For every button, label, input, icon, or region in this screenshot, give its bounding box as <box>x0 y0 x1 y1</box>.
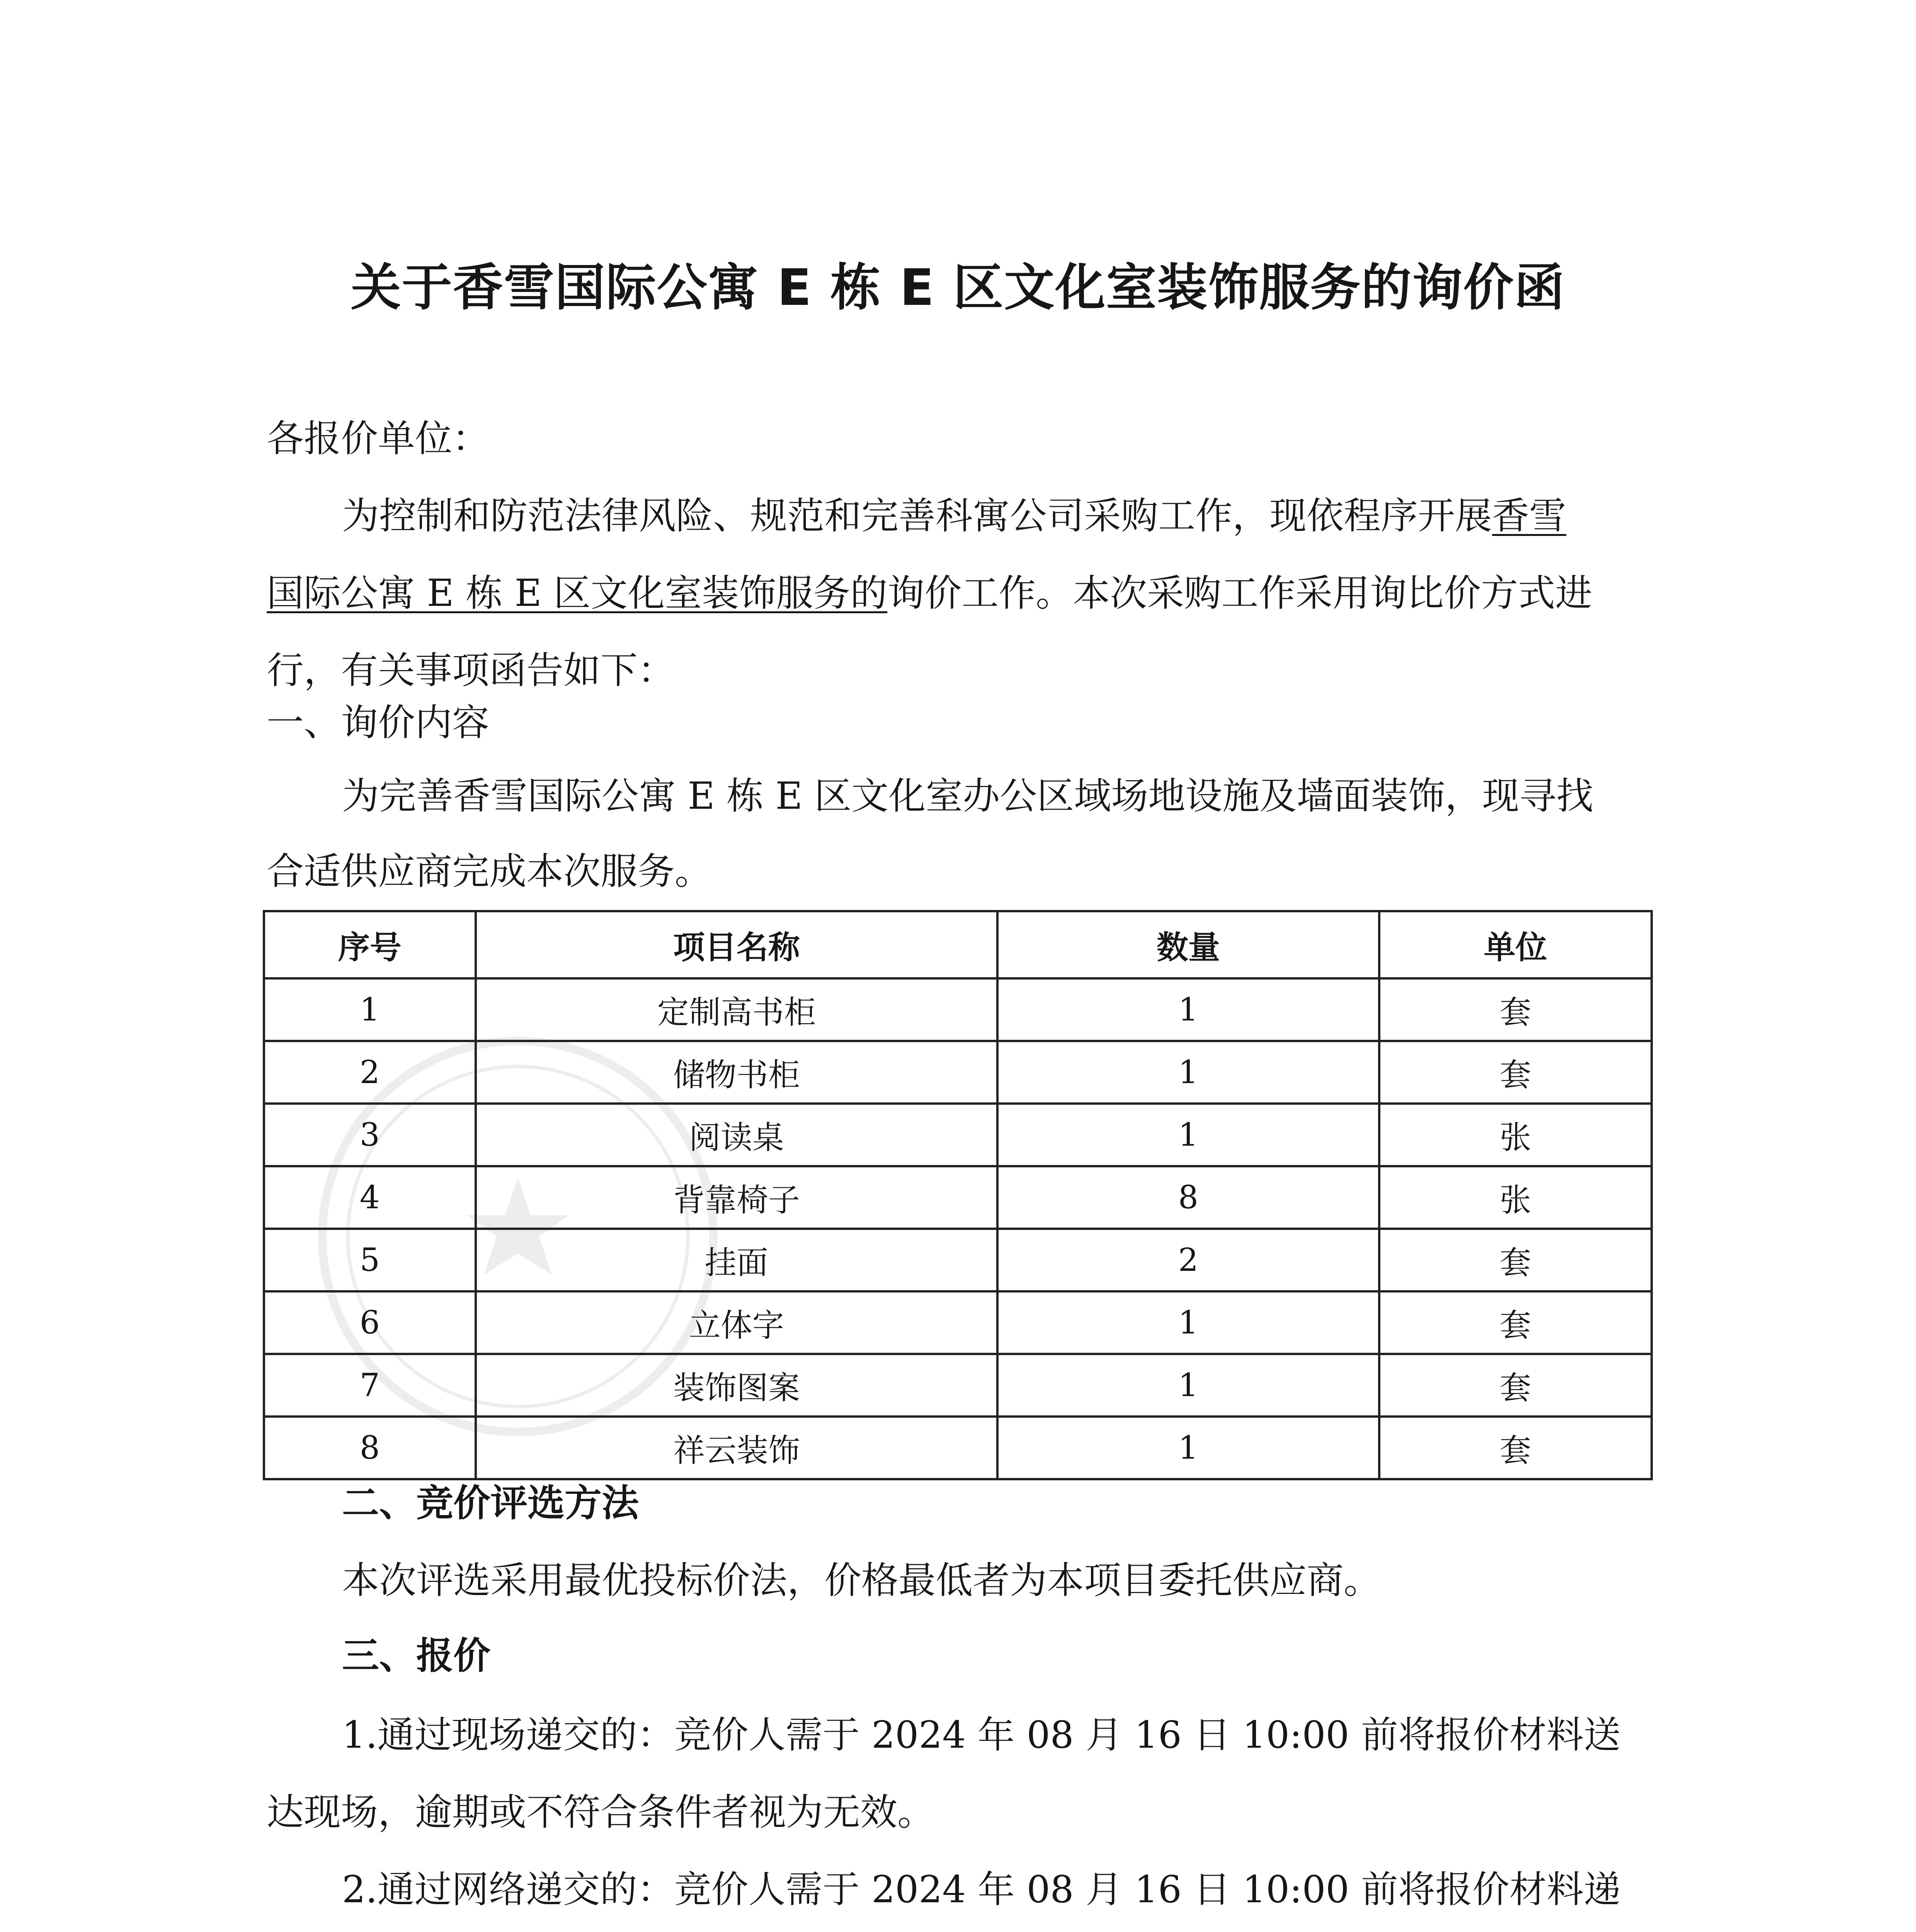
table-cell: 储物书柜 <box>476 1041 997 1104</box>
section-2-text: 本次评选采用最优投标价法，价格最低者为本项目委托供应商。 <box>342 1559 1381 1602</box>
table-row <box>264 1417 1652 1479</box>
section-3-heading: 三、报价 <box>342 1634 490 1677</box>
table-cell: 1 <box>997 1104 1379 1166</box>
page-title: 关于香雪国际公寓 E 栋 E 区文化室装饰服务的询价函 <box>351 258 1565 317</box>
table-row <box>264 1104 1652 1166</box>
table-row <box>264 1354 1652 1417</box>
table-cell: 套 <box>1379 1041 1652 1104</box>
section-3-item-2-line-1: 2.通过网络递交的：竞价人需于 2024 年 08 月 16 日 10:00 前将报价材料递 <box>342 1868 1621 1911</box>
table-cell: 套 <box>1379 978 1652 1041</box>
table-header-quantity: 数量 <box>997 911 1379 978</box>
table-cell: 1 <box>997 1041 1379 1104</box>
table-cell: 3 <box>264 1104 476 1166</box>
section-1-heading: 一、询价内容 <box>267 701 489 744</box>
table-cell: 装饰图案 <box>476 1354 997 1417</box>
table-header-index: 序号 <box>264 911 476 978</box>
table-cell: 挂面 <box>476 1229 997 1291</box>
section-2-heading: 二、竞价评选方法 <box>342 1481 639 1525</box>
intro-line-1 <box>342 493 1566 539</box>
inquiry-table <box>263 910 1653 1480</box>
section-1-para-line-2: 合适供应商完成本次服务。 <box>267 850 712 893</box>
table-header-row <box>264 911 1652 978</box>
table-cell: 1 <box>264 978 476 1041</box>
table-cell: 5 <box>264 1229 476 1291</box>
table-row <box>264 1229 1652 1291</box>
table-cell: 1 <box>997 1417 1379 1479</box>
table-cell: 2 <box>264 1041 476 1104</box>
project-name-underlined-part-1: 香雪 <box>1492 494 1566 537</box>
table-cell: 套 <box>1379 1229 1652 1291</box>
table-cell: 背靠椅子 <box>476 1166 997 1229</box>
table-cell: 套 <box>1379 1417 1652 1479</box>
table-cell: 2 <box>997 1229 1379 1291</box>
table-cell: 1 <box>997 1354 1379 1417</box>
table-row <box>264 1166 1652 1229</box>
table-row <box>264 1291 1652 1354</box>
section-1-para-line-1: 为完善香雪国际公寓 E 栋 E 区文化室办公区域场地设施及墙面装饰，现寻找 <box>342 774 1594 818</box>
table-header-unit: 单位 <box>1379 911 1652 978</box>
table-cell: 张 <box>1379 1104 1652 1166</box>
table-cell: 立体字 <box>476 1291 997 1354</box>
intro-line-1-prefix: 为控制和防范法律风险、规范和完善科寓公司采购工作，现依程序开展 <box>342 494 1492 537</box>
table-cell: 1 <box>997 978 1379 1041</box>
table-cell: 4 <box>264 1166 476 1229</box>
table-row <box>264 978 1652 1041</box>
table-cell: 1 <box>997 1291 1379 1354</box>
intro-line-3: 行，有关事项函告如下： <box>267 649 675 692</box>
table-cell: 8 <box>264 1417 476 1479</box>
table-cell: 阅读桌 <box>476 1104 997 1166</box>
section-3-item-1-line-2: 达现场，逾期或不符合条件者视为无效。 <box>267 1791 934 1834</box>
table-row <box>264 1041 1652 1104</box>
table-cell: 8 <box>997 1166 1379 1229</box>
table-header-item-name: 项目名称 <box>476 911 997 978</box>
table-cell: 张 <box>1379 1166 1652 1229</box>
table-cell: 祥云装饰 <box>476 1417 997 1479</box>
project-name-underlined-part-2: 国际公寓 E 栋 E 区文化室装饰服务的 <box>267 571 888 615</box>
table-cell: 7 <box>264 1354 476 1417</box>
salutation: 各报价单位： <box>267 417 489 460</box>
section-3-item-1-line-1: 1.通过现场递交的：竞价人需于 2024 年 08 月 16 日 10:00 前将报价材料送 <box>342 1713 1621 1757</box>
table-cell: 套 <box>1379 1354 1652 1417</box>
table-cell: 6 <box>264 1291 476 1354</box>
table-cell: 定制高书柜 <box>476 978 997 1041</box>
intro-line-2 <box>267 570 1592 616</box>
table-cell: 套 <box>1379 1291 1652 1354</box>
intro-line-2-suffix: 询价工作。本次采购工作采用询比价方式进 <box>887 571 1593 615</box>
